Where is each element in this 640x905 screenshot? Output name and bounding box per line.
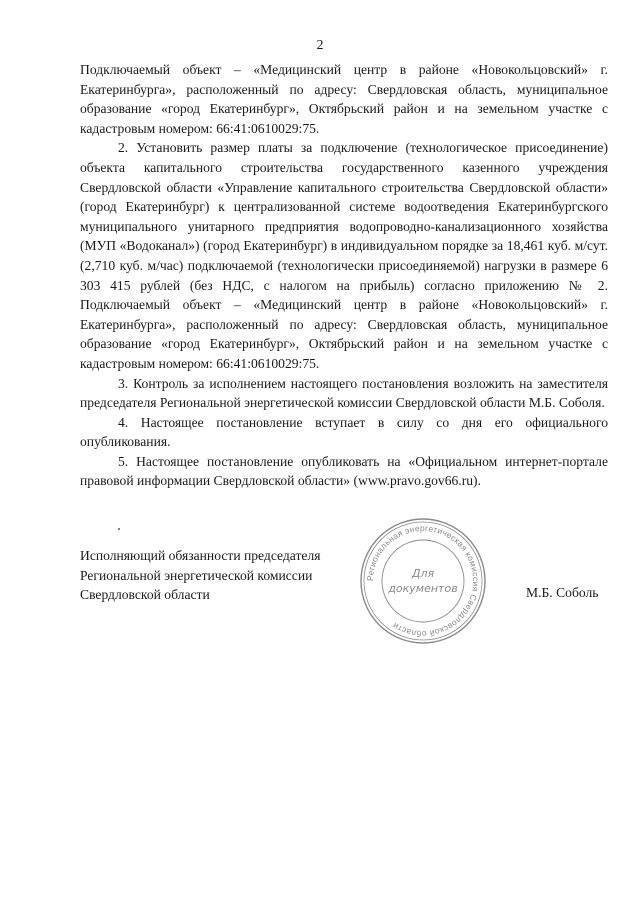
paragraph-item-4: 4. Настоящее постановление вступает в силу со дня его официального опубликования. [80,414,608,450]
paragraph-item-3: 3. Контроль за исполнением настоящего постановления возложить на заместителя председателя Региональной энергетической комиссии Свердловской области М.Б. Соболя. [80,375,608,411]
signatory-name: М.Б. Соболь [526,585,599,600]
signatory-position-line: Свердловской области [80,587,210,603]
signatory-position-line: Исполняющий обязанности председателя [80,548,321,563]
seal-ring-text: Региональная энергетическая комиссия Свердловской области [364,522,482,640]
seal-center-line: Для [411,567,435,580]
signatory-position [80,546,321,605]
paragraph-object-description: Подключаемый объект – «Медицинский центр в районе «Новокольцовский» г. Екатеринбурга», расположенный по адресу: Свердловская область, муниципальное образование «город Екатеринбург», Октябрьский район и на земельном участке с кадастровым номером: 66:41:0610029:75. [80,62,608,136]
ink-dot [118,528,120,530]
paragraph-item-2: 2. Установить размер платы за подключение (технологическое присоединение) объекта капитального строительства государственного казенного учреждения Свердловской области «Управление капитального строительства Свердловской области» (город Екатеринбург) к централизованной системе водоотведения Екатеринбургского муниципального унитарного предприятия водопроводно-канализационного хозяйства (МУП «Водоканал») (город Екатеринбург) в индивидуальном порядке за 18,461 куб. м/сут. (2,710 куб. м/час) подключаемой (технологически присоединяемой) нагрузки в размере 6 303 415 рублей (без НДС, с налогом на прибыль) согласно приложению № 2. Подключаемый объект – «Медицинский центр в районе «Новокольцовский» г. Екатеринбурга», расположенный по адресу: Свердловская область, муниципальное образование «город Екатеринбург», Октябрьский район и на земельном участке с кадастровым номером: 66:41:0610029:75. [80,140,608,371]
signatory-position-line: Региональной энергетической комиссии [80,567,313,583]
page-number: 2 [316,38,324,53]
document-body [80,60,608,491]
paragraph-item-5: 5. Настоящее постановление опубликовать на «Официальном интернет-портале правовой информации Свердловской области» (www.pravo.gov66.ru). [80,453,608,489]
seal-center-line: документов [388,582,458,595]
official-seal-stamp [358,516,488,646]
